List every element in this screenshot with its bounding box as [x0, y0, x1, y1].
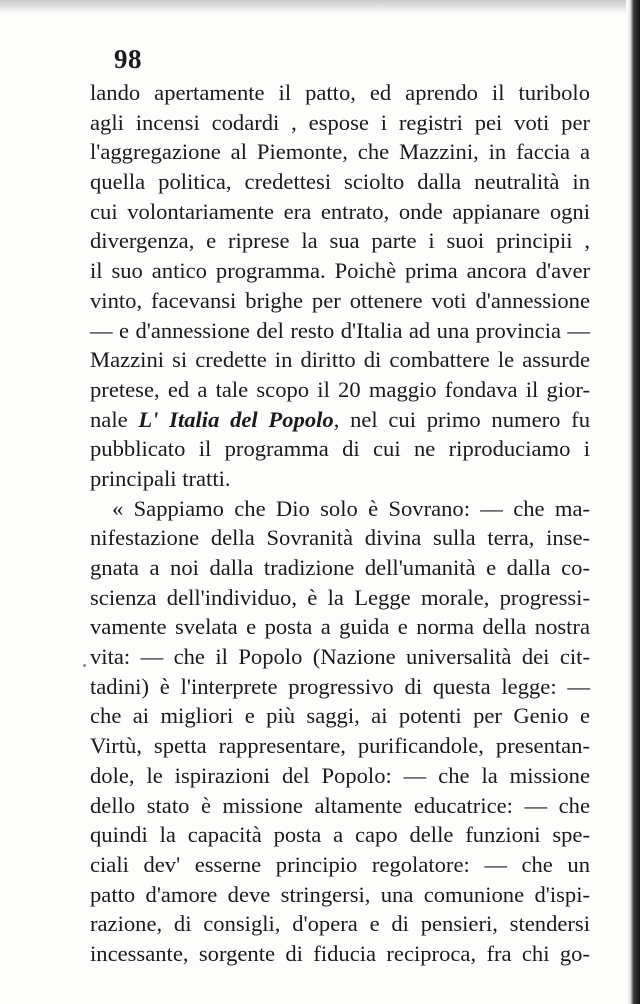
- text-line: vamente svelata e posta a guida e norma della nostra: [90, 614, 590, 640]
- text-line: Mazzini si credette in diritto di combattere le assurde: [90, 347, 590, 373]
- text-line: dole, le ispirazioni del Popolo: — che la missione: [90, 762, 590, 788]
- page-binding-edge: [626, 0, 640, 1004]
- text-line: — e d'annessione del resto d'Italia ad una provincia —: [90, 317, 590, 343]
- text-line: vinto, facevansi brighe per ottenere voti d'annessione: [90, 287, 590, 313]
- text-line: pretese, ed a tale scopo il 20 maggio fondava il gior-: [90, 376, 590, 402]
- text-line: il suo antico programma. Poichè prima ancora d'aver: [90, 258, 590, 284]
- page-number: 98: [114, 44, 142, 74]
- text-line: gnata a noi dalla tradizione dell'umanità e dalla co-: [90, 555, 590, 580]
- text-line: principali tratti.: [90, 465, 231, 491]
- page-top-shadow: [0, 0, 640, 14]
- text-line: che ai migliori e più saggi, ai potenti per Genio e: [90, 703, 590, 729]
- text-line: nifestazione della Sovranità divina sulla terra, inse-: [90, 525, 590, 551]
- text-line: razione, di consigli, d'opera e di pensieri, stendersi: [90, 911, 590, 937]
- body-text: [90, 78, 590, 969]
- margin-speck: [83, 664, 86, 667]
- text-line: ciali dev' esserne principio regolatore: — che un: [90, 851, 590, 877]
- text-line: « Sappiamo che Dio solo è Sovrano: — che ma-: [112, 495, 590, 521]
- text-line: incessante, sorgente di fiducia reciproca, fra chi go-: [90, 940, 590, 966]
- text-line: agli incensi codardi , espose i registri pei voti per: [90, 109, 590, 135]
- text-line: tadini) è l'interprete progressivo di questa legge: —: [90, 673, 590, 699]
- text-line: dello stato è missione altamente educatrice: — che: [90, 792, 590, 818]
- text-line: cui volontariamente era entrato, onde appianare ogni: [90, 198, 590, 224]
- text-line: l'aggregazione al Piemonte, che Mazzini, in faccia a: [90, 139, 590, 165]
- text-line: pubblicato il programma di cui ne riproduciamo i: [90, 436, 590, 462]
- text-line: nale L' Italia del Popolo, nel cui primo numero fu: [90, 406, 590, 432]
- text-line: patto d'amore deve stringersi, una comunione d'ispi-: [90, 881, 590, 907]
- text-line: scienza dell'individuo, è la Legge morale, progressi-: [90, 584, 590, 610]
- text-line: quindi la capacità posta a capo delle funzioni spe-: [90, 822, 590, 848]
- text-line: Virtù, spetta rappresentare, purificandole, presentan-: [90, 733, 590, 759]
- newspaper-title: L' Italia del Popolo: [138, 406, 334, 432]
- text-line: quella politica, credettesi sciolto dalla neutralità in: [90, 169, 590, 195]
- text-line: lando apertamente il patto, ed aprendo il turibolo: [90, 80, 590, 105]
- text-line: divergenza, e riprese la sua parte i suoi principii ,: [90, 228, 590, 254]
- text-line: vita: — che il Popolo (Nazione universalità dei cit-: [90, 644, 590, 670]
